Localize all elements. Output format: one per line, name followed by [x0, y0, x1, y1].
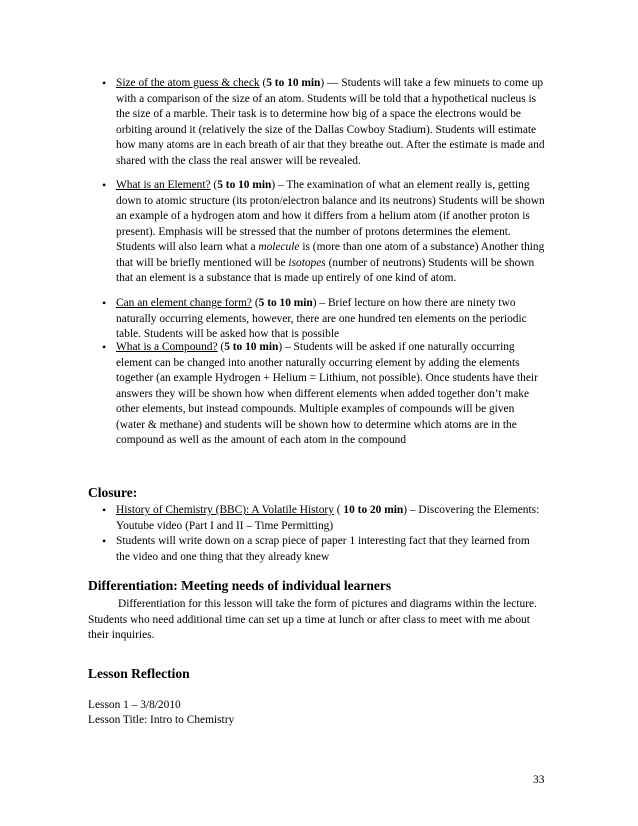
- bullet-separator: –: [282, 341, 294, 353]
- bullet-text: Students will take a few minuets to come up with a comparison of the size of an atom. Students will be told that a hypothetical nucleus is the size of a marble. Their task is to determine how big of a space the electrons would be orbiting around it (relatively the size of the Dallas Cowboy Stadium). Students will estimate how many atoms are in each breath of air that they breathe out. After the estimate is made and shared with the class the real answer will be revealed.: [116, 77, 545, 167]
- bullet-title: Can an element change form?: [116, 297, 252, 309]
- closure-item-fact: [116, 534, 546, 565]
- bullet-title: What is a Compound?: [116, 341, 218, 353]
- closure-heading: Closure:: [88, 485, 138, 500]
- reflection-lesson-number: Lesson 1 – 3/8/2010: [88, 699, 181, 711]
- closure-video-title: History of Chemistry (BBC): A Volatile History: [116, 504, 334, 516]
- reflection-lesson-title: Lesson Title: Intro to Chemistry: [88, 714, 235, 726]
- page-number: 33: [533, 774, 545, 786]
- bullet-element: • What is an Element? (5 to 10 min) – The examination of what an element really is, getting down to atomic structure (its proton/electron balance and its neutrons) Students will be shown an example of a hydrogen atom and how it differs from a helium atom (if another proton is present). Emphasis will be stressed that the number of protons determines the element. Students will also learn what a molecule is (more than one atom of a substance) Another thing that will be briefly mentioned will be isotopes (number of neutrons) Students will be shown that an element is a substance that is made up entirely of one kind of atom.: [116, 178, 546, 287]
- bullet-title: What is an Element?: [116, 179, 211, 191]
- bullet-atom-size: • Size of the atom guess & check (5 to 10 min) — Students will take a few minuets to come up with a comparison of the size of an atom. Students will be told that a hypothetical nucleus is the size of a marble. Their task is to determine how big of a space the electrons would be orbiting around it (relatively the size of the Dallas Cowboy Stadium). Students will estimate how many atoms are in each breath of air that they breathe out. After the estimate is made and shared with the class the real answer will be revealed.: [116, 76, 546, 169]
- bullet-text: The examination of what an element really is, getting down to atomic structure (its proton/electron balance and its neutrons) Students will be shown an example of a hydrogen atom and how it differs from a helium atom (if another proton is present). Emphasis will be stressed that the number of protons determines the element. Students will also learn what a: [116, 179, 545, 253]
- bullet-text: Brief lecture on how there are ninety two naturally occurring elements, however, there are one hundred ten elements on the periodic table. Students will be asked how that is possible: [116, 297, 527, 340]
- closure-video-time: 10 to 20 min: [343, 504, 404, 516]
- differentiation-heading: Differentiation: Meeting needs of individual learners: [88, 578, 392, 593]
- reflection-heading: Lesson Reflection: [88, 666, 190, 681]
- bullet-time: 5 to 10 min: [258, 297, 313, 309]
- closure-video-text: Discovering the Elements: Youtube video (Part I and II – Time Permitting): [116, 504, 540, 532]
- bullet-change-form: • Can an element change form? (5 to 10 min) – Brief lecture on how there are ninety two naturally occurring elements, however, there are one hundred ten elements on the periodic table. Students will be asked how that is possible: [116, 296, 546, 343]
- bullet-time: 5 to 10 min: [217, 179, 272, 191]
- bullet-separator: –: [316, 297, 328, 309]
- bullet-title: Size of the atom guess & check: [116, 77, 260, 89]
- bullet-text: (number of neutrons) Students will be shown that an element is a substance that is made up entirely of one kind of atom.: [116, 256, 535, 284]
- bullet-compound: • What is a Compound? (5 to 10 min) – Students will be asked if one naturally occurring element can be changed into another naturally occurring element by adding the elements together (an example Hydrogen + Helium = Lithium, not possible). Once students have their answers they will be shown how when different elements when added together don’t make other elements, but instead compounds. Multiple examples of compounds will be given (water & methane) and students will be shown how to determine which atoms are in the compound as well as the amount of each atom in the compound: [116, 340, 546, 449]
- bullet-separator: –: [275, 179, 287, 191]
- bullet-separator: —: [324, 77, 342, 89]
- closure-fact-text: Students will write down on a scrap piece of paper 1 interesting fact that they learned from the video and one thing that they already knew: [116, 535, 530, 563]
- bullet-term: isotopes: [288, 256, 326, 269]
- bullet-text: is (more than one atom of a substance) Another thing that will be briefly mentioned will be: [116, 241, 545, 269]
- bullet-term: molecule: [258, 241, 300, 253]
- closure-item-video: • History of Chemistry (BBC): A Volatile History ( 10 to 20 min) – Discovering the Elements: Youtube video (Part I and II – Time Permitting): [116, 503, 546, 534]
- bullet-text: Students will be asked if one naturally occurring element can be changed into another naturally occurring element by adding the elements together (an example Hydrogen + Helium = Lithium, not possible). Once students have their answers they will be shown how when different elements when added together don’t make other elements, but instead compounds. Multiple examples of compounds will be given (water & methane) and students will be shown how to determine which atoms are in the compound as well as the amount of each atom in the compound: [116, 341, 538, 446]
- bullet-time: 5 to 10 min: [224, 341, 279, 353]
- bullet-time: 5 to 10 min: [266, 77, 321, 89]
- differentiation-text: Differentiation for this lesson will take the form of pictures and diagrams within the lecture. Students who need additional time can set up a time at lunch or after class to meet with me about their inquiries.: [88, 598, 537, 641]
